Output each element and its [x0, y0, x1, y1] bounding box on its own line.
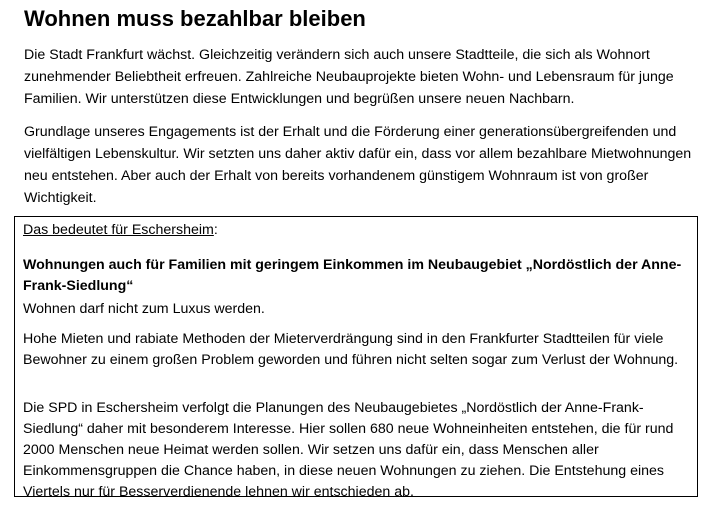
box-paragraph-rents: Hohe Mieten und rabiate Methoden der Mieterverdrängung sind in den Frankfurter Stadtteilen für viele Bewohner zu einem großen Problem geworden und führen nicht selten sogar zum Verlust der Wohnung. — [23, 331, 679, 368]
box-paragraph-spd: Die SPD in Eschersheim verfolgt die Planungen des Neubaugebietes „Nordöstlich der Anne-Frank-Siedlung“ daher mit besonderem Interesse. Hier sollen 680 neue Wohneinheiten entstehen, die für rund 2000 Menschen neue Heimat werden sollen. Wir setzen uns dafür ein, dass Menschen aller Einkommensgruppen die Chance haben, in diese neuen Wohnungen zu ziehen. Die Entstehung eines Viertels nur für Besserverdienende lehnen wir entschieden ab. — [23, 400, 674, 500]
engagement-paragraph: Grundlage unseres Engagements ist der Erhalt und die Förderung einer generationsübergreifenden und vielfältigen Lebenskultur. Wir setzten uns daher aktiv dafür ein, dass vor allem bezahlbare Mietwohnungen neu entstehen. Aber auch der Erhalt von bereits vorhandenem günstigem Wohnraum ist von großer Wichtigkeit. — [24, 124, 692, 206]
box-tagline: Wohnen darf nicht zum Luxus werden. — [23, 301, 265, 317]
box-subheading: Wohnungen auch für Familien mit geringem Einkommen im Neubaugebiet „Nordöstlich der Anne-Frank-Siedlung“ — [23, 257, 682, 294]
box-heading-text: Das bedeutet für Eschersheim — [23, 222, 214, 238]
document-title: Wohnen muss bezahlbar bleiben — [24, 6, 366, 31]
eschersheim-info-box — [14, 216, 698, 500]
box-heading — [23, 220, 691, 241]
intro-paragraph: Die Stadt Frankfurt wächst. Gleichzeitig verändern sich auch unsere Stadtteile, die sich als Wohnort zunehmender Beliebtheit erfreuen. Zahlreiche Neubauprojekte bieten Wohn- und Lebensraum für junge Familien. Wir unterstützen diese Entwicklungen und begrüßen unsere neuen Nachbarn. — [24, 47, 674, 107]
box-heading-colon: : — [213, 222, 218, 238]
